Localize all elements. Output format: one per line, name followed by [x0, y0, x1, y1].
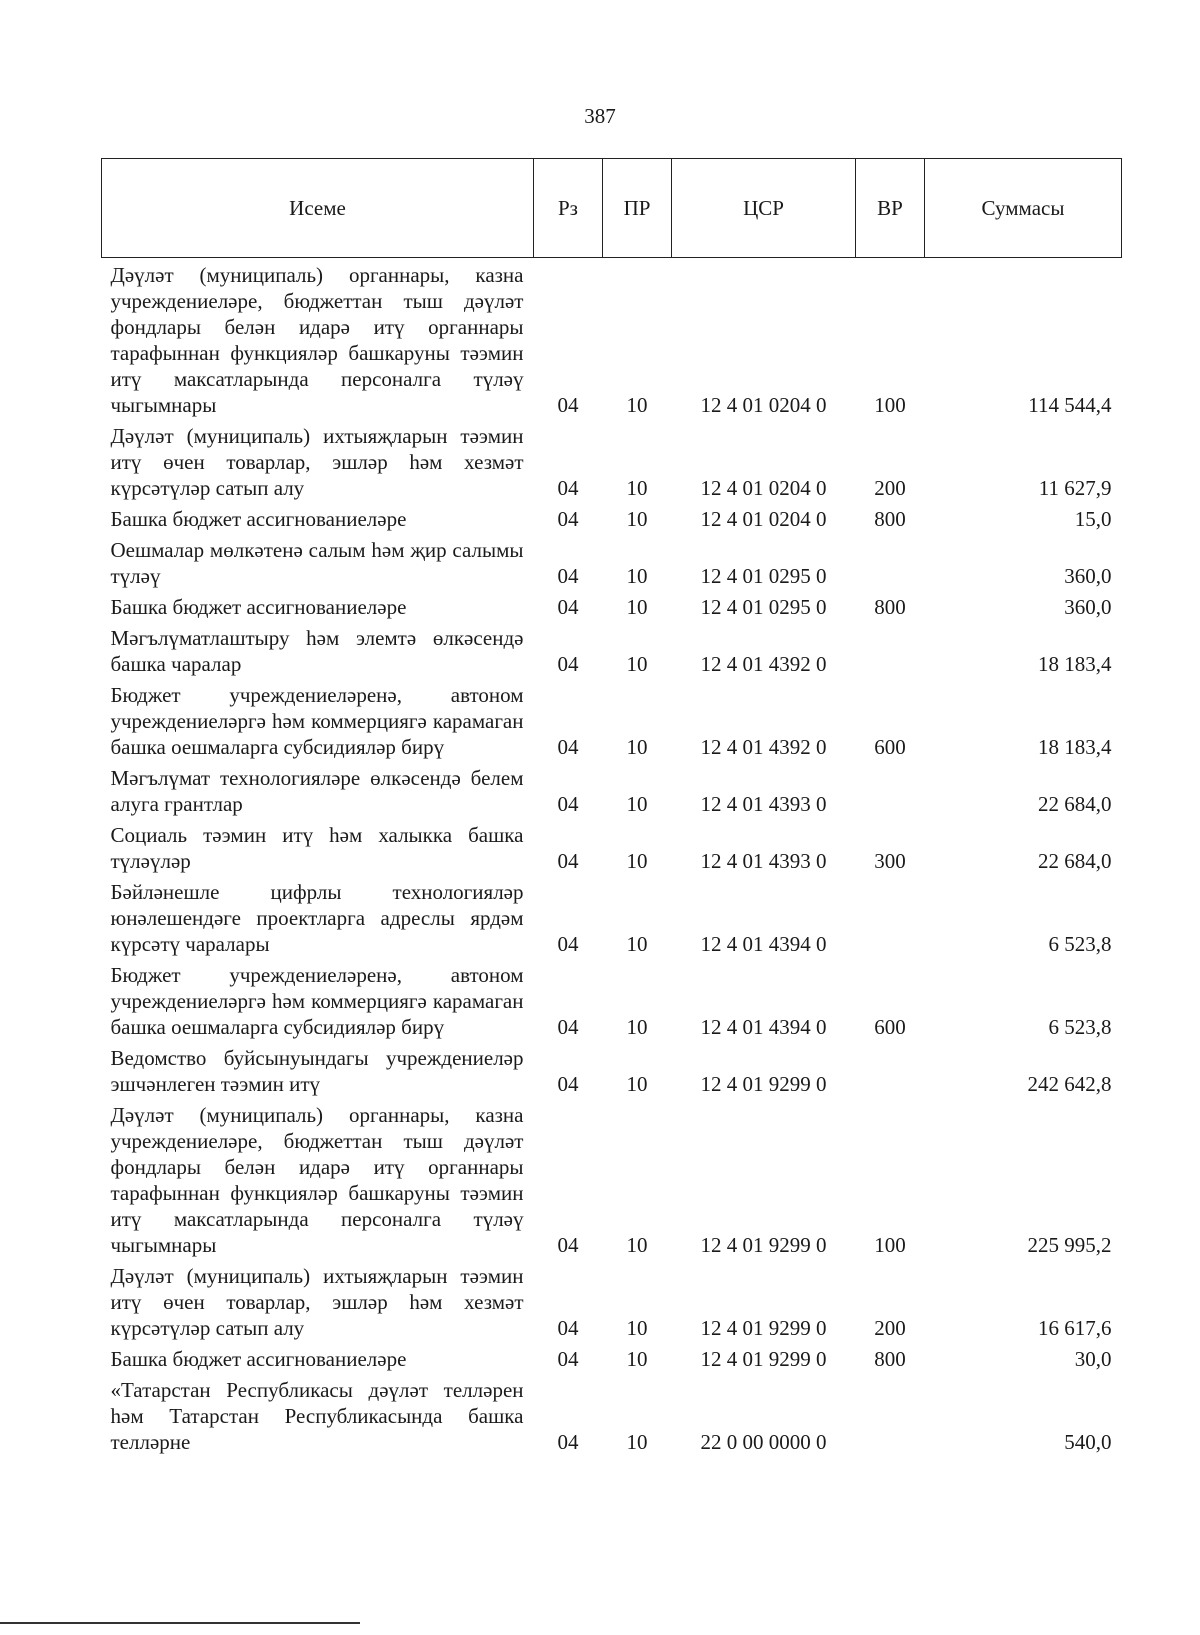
row-csr-cell: 12 4 01 9299 0 — [700, 1316, 827, 1340]
row-pr-cell: 10 — [626, 1072, 648, 1096]
row-sum-cell: 6 523,8 — [1048, 932, 1112, 956]
row-pr-cell: 10 — [626, 564, 648, 588]
table-row — [102, 258, 1122, 422]
table-body — [102, 258, 1122, 1459]
row-pr-cell: 10 — [626, 735, 648, 759]
row-name-cell: Дәүләт (муниципаль) ихтыяҗларын тәэмин итү өчен товарлар, эшләр һәм хезмәт күрсәтүләр сатып алу — [110, 424, 524, 500]
row-csr-cell: 12 4 01 4392 0 — [700, 652, 827, 676]
row-rz-cell: 04 — [557, 652, 579, 676]
row-name-cell: Ведомство буйсынуындагы учреждениеләр эшчәнлеген тәэмин итү — [110, 1046, 524, 1096]
row-vr-cell: 100 — [874, 1233, 906, 1257]
table-row — [102, 623, 1122, 680]
row-pr-cell: 10 — [626, 1430, 648, 1454]
row-rz-cell: 04 — [557, 476, 579, 500]
row-rz-cell: 04 — [557, 1347, 579, 1371]
row-rz-cell: 04 — [557, 849, 579, 873]
row-csr-cell: 12 4 01 0204 0 — [700, 476, 827, 500]
row-name-cell: Дәүләт (муниципаль) ихтыяҗларын тәэмин итү өчен товарлар, эшләр һәм хезмәт күрсәтүләр сатып алу — [110, 1264, 524, 1340]
row-name-cell: Мәгълүматлаштыру һәм элемтә өлкәсендә башка чаралар — [110, 626, 524, 676]
row-name-cell: «Татарстан Республикасы дәүләт телләрен һәм Татарстан Республикасында башка телләрне — [110, 1378, 524, 1454]
row-sum-cell: 360,0 — [1064, 595, 1112, 619]
row-vr-cell — [856, 623, 925, 680]
row-sum-cell: 6 523,8 — [1048, 1015, 1112, 1039]
row-sum-cell: 114 544,4 — [1028, 393, 1112, 417]
row-csr-cell: 12 4 01 0295 0 — [700, 595, 827, 619]
table-row — [102, 763, 1122, 820]
row-sum-cell: 225 995,2 — [1027, 1233, 1112, 1257]
row-csr-cell: 22 0 00 0000 0 — [700, 1430, 827, 1454]
row-name-cell: Мәгълүмат технологияләре өлкәсендә белем алуга грантлар — [110, 766, 524, 816]
row-name-cell: Башка бюджет ассигнованиеләре — [110, 595, 407, 619]
table-row — [102, 535, 1122, 592]
row-vr-cell — [856, 877, 925, 960]
row-rz-cell: 04 — [557, 735, 579, 759]
table-row — [102, 820, 1122, 877]
header-row — [102, 159, 1122, 258]
row-vr-cell: 100 — [874, 393, 906, 417]
budget-table — [101, 158, 1122, 1458]
row-sum-cell: 11 627,9 — [1038, 476, 1112, 500]
header-pr: ПР — [603, 159, 672, 258]
row-name-cell: Бәйләнешле цифрлы технологияләр юнәлешендәге проектларга адреслы ярдәм күрсәтү чаралары — [110, 880, 524, 956]
row-rz-cell: 04 — [557, 507, 579, 531]
row-csr-cell: 12 4 01 9299 0 — [700, 1347, 827, 1371]
row-name-cell: Дәүләт (муниципаль) органнары, казна учреждениеләре, бюджеттан тыш дәүләт фондлары белән идарә итү органнары тарафыннан функцияләр башкаруны тәэмин итү максатларында персоналга түләү чыгымнары — [110, 1103, 524, 1257]
table-row — [102, 1344, 1122, 1375]
row-pr-cell: 10 — [626, 507, 648, 531]
row-pr-cell: 10 — [626, 393, 648, 417]
row-sum-cell: 360,0 — [1064, 564, 1112, 588]
header-name: Исеме — [102, 159, 534, 258]
row-csr-cell: 12 4 01 9299 0 — [700, 1233, 827, 1257]
row-vr-cell — [856, 763, 925, 820]
row-vr-cell: 800 — [874, 1347, 906, 1371]
row-pr-cell: 10 — [626, 1233, 648, 1257]
table-row — [102, 1100, 1122, 1261]
header-vr: ВР — [856, 159, 925, 258]
row-vr-cell: 800 — [874, 507, 906, 531]
table-row — [102, 960, 1122, 1043]
table-row — [102, 680, 1122, 763]
row-name-cell: Социаль тәэмин итү һәм халыкка башка түләүләр — [110, 823, 524, 873]
page-number: 387 — [584, 104, 616, 128]
row-sum-cell: 18 183,4 — [1038, 735, 1112, 759]
row-vr-cell — [856, 535, 925, 592]
row-name-cell: Башка бюджет ассигнованиеләре — [110, 507, 407, 531]
row-rz-cell: 04 — [557, 1015, 579, 1039]
row-pr-cell: 10 — [626, 595, 648, 619]
bottom-rule — [0, 1622, 360, 1624]
row-name-cell: Бюджет учреждениеләренә, автоном учреждениеләргә һәм коммерциягә карамаган башка оешмаларга субсидияләр бирү — [110, 963, 524, 1039]
row-vr-cell — [856, 1043, 925, 1100]
row-csr-cell: 12 4 01 4393 0 — [700, 849, 827, 873]
row-sum-cell: 22 684,0 — [1038, 849, 1112, 873]
row-vr-cell: 600 — [874, 735, 906, 759]
row-sum-cell: 540,0 — [1064, 1430, 1112, 1454]
row-csr-cell: 12 4 01 4393 0 — [700, 792, 827, 816]
row-csr-cell: 12 4 01 4394 0 — [700, 1015, 827, 1039]
header-csr: ЦСР — [672, 159, 856, 258]
row-rz-cell: 04 — [557, 932, 579, 956]
header-sum: Суммасы — [925, 159, 1122, 258]
row-sum-cell: 18 183,4 — [1038, 652, 1112, 676]
row-name-cell: Бюджет учреждениеләренә, автоном учреждениеләргә һәм коммерциягә карамаган башка оешмаларга субсидияләр бирү — [110, 683, 524, 759]
row-csr-cell: 12 4 01 0204 0 — [700, 507, 827, 531]
row-rz-cell: 04 — [557, 792, 579, 816]
row-rz-cell: 04 — [557, 595, 579, 619]
table-row — [102, 1043, 1122, 1100]
row-vr-cell: 800 — [874, 595, 906, 619]
row-name-cell: Оешмалар мөлкәтенә салым һәм җир салымы түләү — [110, 538, 524, 588]
header-rz: Рз — [534, 159, 603, 258]
row-sum-cell: 16 617,6 — [1038, 1316, 1112, 1340]
row-pr-cell: 10 — [626, 849, 648, 873]
row-pr-cell: 10 — [626, 1316, 648, 1340]
row-rz-cell: 04 — [557, 393, 579, 417]
row-csr-cell: 12 4 01 0204 0 — [700, 393, 827, 417]
row-pr-cell: 10 — [626, 792, 648, 816]
row-name-cell: Башка бюджет ассигнованиеләре — [110, 1347, 407, 1371]
row-sum-cell: 242 642,8 — [1027, 1072, 1112, 1096]
row-csr-cell: 12 4 01 0295 0 — [700, 564, 827, 588]
table-row — [102, 1375, 1122, 1458]
table-row — [102, 592, 1122, 623]
row-pr-cell: 10 — [626, 476, 648, 500]
row-vr-cell: 300 — [874, 849, 906, 873]
row-vr-cell: 600 — [874, 1015, 906, 1039]
row-csr-cell: 12 4 01 4394 0 — [700, 932, 827, 956]
row-rz-cell: 04 — [557, 564, 579, 588]
row-name-cell: Дәүләт (муниципаль) органнары, казна учреждениеләре, бюджеттан тыш дәүләт фондлары белән идарә итү органнары тарафыннан функцияләр башкаруны тәэмин итү максатларында персоналга түләү чыгымнары — [110, 263, 524, 417]
row-rz-cell: 04 — [557, 1430, 579, 1454]
row-sum-cell: 22 684,0 — [1038, 792, 1112, 816]
row-csr-cell: 12 4 01 9299 0 — [700, 1072, 827, 1096]
row-vr-cell: 200 — [874, 476, 906, 500]
table-row — [102, 421, 1122, 504]
row-vr-cell: 200 — [874, 1316, 906, 1340]
row-sum-cell: 15,0 — [1074, 507, 1112, 531]
row-rz-cell: 04 — [557, 1316, 579, 1340]
row-sum-cell: 30,0 — [1074, 1347, 1112, 1371]
table-row — [102, 1261, 1122, 1344]
row-rz-cell: 04 — [557, 1233, 579, 1257]
row-pr-cell: 10 — [626, 1347, 648, 1371]
row-rz-cell: 04 — [557, 1072, 579, 1096]
row-pr-cell: 10 — [626, 652, 648, 676]
row-vr-cell — [856, 1375, 925, 1458]
table-row — [102, 504, 1122, 535]
row-pr-cell: 10 — [626, 1015, 648, 1039]
row-pr-cell: 10 — [626, 932, 648, 956]
table-row — [102, 877, 1122, 960]
row-csr-cell: 12 4 01 4392 0 — [700, 735, 827, 759]
